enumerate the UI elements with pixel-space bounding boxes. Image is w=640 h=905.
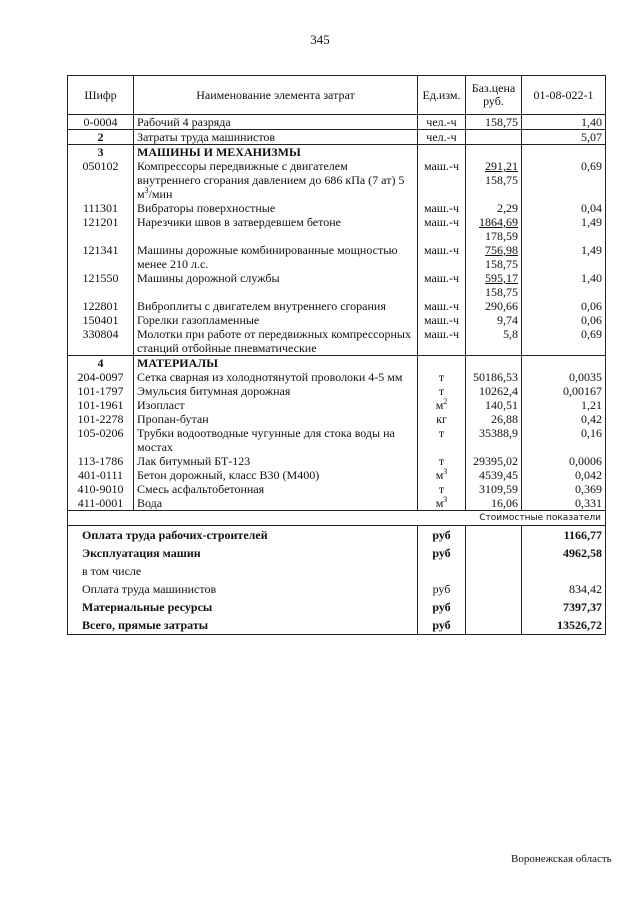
summary-label: Материальные ресурсы xyxy=(68,598,418,616)
table-header-row xyxy=(68,76,606,115)
row-price: 290,66 xyxy=(466,299,522,313)
row-name: Машины дорожной службы xyxy=(134,271,418,299)
row-value: 0,04 xyxy=(522,201,606,215)
table-row xyxy=(68,384,606,398)
row-name: Виброплиты с двигателем внутреннего сгорания xyxy=(134,299,418,313)
row-code: 121341 xyxy=(68,243,134,271)
table-row xyxy=(68,398,606,412)
row-price: 16,06 xyxy=(466,496,522,511)
row-name: Сетка сварная из холоднотянутой проволоки 4-5 мм xyxy=(134,370,418,384)
row-price: 29395,02 xyxy=(466,454,522,468)
row-value: 0,369 xyxy=(522,482,606,496)
row-code: 121550 xyxy=(68,271,134,299)
table-row xyxy=(68,327,606,356)
row-price: 10262,4 xyxy=(466,384,522,398)
page-number: 345 xyxy=(310,32,330,47)
row-unit: маш.-ч xyxy=(418,299,466,313)
cost-table xyxy=(67,75,606,635)
row-name: Рабочий 4 разряда xyxy=(134,115,418,130)
row-unit: т xyxy=(418,482,466,496)
summary-value: 7397,37 xyxy=(522,598,606,616)
header-name: Наименование элемента затрат xyxy=(134,76,418,115)
row-value: 0,06 xyxy=(522,299,606,313)
row-code: 113-1786 xyxy=(68,454,134,468)
row-unit: маш.-ч xyxy=(418,159,466,201)
row-value: 0,042 xyxy=(522,468,606,482)
row-value: 1,40 xyxy=(522,271,606,299)
summary-unit: руб xyxy=(418,544,466,562)
row-unit: $м^3$ xyxy=(418,468,466,482)
row-price: 9,74 xyxy=(466,313,522,327)
row-unit: т xyxy=(418,426,466,454)
row-name: Бетон дорожный, класс В30 (М400) xyxy=(134,468,418,482)
summary-label: Всего, прямые затраты xyxy=(68,616,418,635)
row-price: 140,51 xyxy=(466,398,522,412)
row-value: 0,69 xyxy=(522,159,606,201)
row-value: 0,42 xyxy=(522,412,606,426)
row-value: 5,07 xyxy=(522,130,606,145)
row-value: 1,49 xyxy=(522,215,606,243)
row-unit: маш.-ч xyxy=(418,243,466,271)
table-row xyxy=(68,201,606,215)
row-price: 26,88 xyxy=(466,412,522,426)
summary-row xyxy=(68,580,606,598)
table-row xyxy=(68,243,606,271)
row-code: 101-1797 xyxy=(68,384,134,398)
row-value: 1,21 xyxy=(522,398,606,412)
row-name: Машины дорожные комбинированные мощностью менее 210 л.с. xyxy=(134,243,418,271)
row-price: 1864,69 178,59 xyxy=(466,215,522,243)
row-code: 122801 xyxy=(68,299,134,313)
summary-unit: руб xyxy=(418,580,466,598)
row-price: 291,21 158,75 xyxy=(466,159,522,201)
row-value: 0,06 xyxy=(522,313,606,327)
row-unit: $м^3$ xyxy=(418,496,466,511)
row-unit: маш.-ч xyxy=(418,313,466,327)
row-price xyxy=(466,130,522,145)
row-code: 2 xyxy=(68,130,134,145)
section-title: МАШИНЫ И МЕХАНИЗМЫ xyxy=(134,145,418,160)
table-row xyxy=(68,215,606,243)
section-code: 3 xyxy=(68,145,134,160)
row-code: 410-9010 xyxy=(68,482,134,496)
summary-unit: руб xyxy=(418,598,466,616)
row-code: 150401 xyxy=(68,313,134,327)
table-row xyxy=(68,115,606,130)
section-header-materials xyxy=(68,356,606,371)
row-code: 121201 xyxy=(68,215,134,243)
summary-row xyxy=(68,526,606,545)
header-price xyxy=(466,76,522,115)
row-value: 0,0035 xyxy=(522,370,606,384)
summary-row xyxy=(68,562,606,580)
table-row xyxy=(68,496,606,511)
row-value: 0,69 xyxy=(522,327,606,356)
row-name: Пропан-бутан xyxy=(134,412,418,426)
row-unit: маш.-ч xyxy=(418,271,466,299)
summary-unit: руб xyxy=(418,616,466,635)
summary-value: 4962,58 xyxy=(522,544,606,562)
row-name: Изопласт xyxy=(134,398,418,412)
summary-value: 834,42 xyxy=(522,580,606,598)
row-price: 158,75 xyxy=(466,115,522,130)
row-unit: маш.-ч xyxy=(418,327,466,356)
row-value: 1,40 xyxy=(522,115,606,130)
row-name: Компрессоры передвижные с двигателем внутреннего сгорания давлением до 686 кПа (7 ат) 5 $м^3$/мин xyxy=(134,159,418,201)
row-name: Нарезчики швов в затвердевшем бетоне xyxy=(134,215,418,243)
row-code: 0-0004 xyxy=(68,115,134,130)
summary-unit xyxy=(418,562,466,580)
row-price: 595,17 158,75 xyxy=(466,271,522,299)
row-value: 0,00167 xyxy=(522,384,606,398)
section-code: 4 xyxy=(68,356,134,371)
footer-region: Воронежская область xyxy=(511,853,612,865)
summary-label: Оплата труда машинистов xyxy=(68,580,418,598)
section-title: МАТЕРИАЛЫ xyxy=(134,356,418,371)
row-name: Горелки газопламенные xyxy=(134,313,418,327)
header-price-line1: Баз.цена xyxy=(471,81,516,95)
summary-value: 13526,72 xyxy=(522,616,606,635)
row-code: 111301 xyxy=(68,201,134,215)
table-row xyxy=(68,482,606,496)
cost-caption-row xyxy=(68,511,606,526)
row-name: Вибраторы поверхностные xyxy=(134,201,418,215)
row-code: 204-0097 xyxy=(68,370,134,384)
summary-row xyxy=(68,598,606,616)
row-unit: кг xyxy=(418,412,466,426)
header-price-line2: руб. xyxy=(483,94,504,108)
row-price: 5,8 xyxy=(466,327,522,356)
row-price: 50186,53 xyxy=(466,370,522,384)
row-name: Затраты труда машинистов xyxy=(134,130,418,145)
header-norm: 01-08-022-1 xyxy=(522,76,606,115)
summary-unit: руб xyxy=(418,526,466,545)
table-row xyxy=(68,468,606,482)
row-name: Лак битумный БТ-123 xyxy=(134,454,418,468)
row-code: 411-0001 xyxy=(68,496,134,511)
row-price: 756,98 158,75 xyxy=(466,243,522,271)
summary-row xyxy=(68,544,606,562)
table-row xyxy=(68,313,606,327)
table-row xyxy=(68,130,606,145)
header-code: Шифр xyxy=(68,76,134,115)
row-unit: т xyxy=(418,370,466,384)
row-unit: т xyxy=(418,384,466,398)
table-row xyxy=(68,412,606,426)
table-row xyxy=(68,370,606,384)
section-header-machines xyxy=(68,145,606,160)
row-unit: маш.-ч xyxy=(418,201,466,215)
row-unit: чел.-ч xyxy=(418,130,466,145)
table-row xyxy=(68,271,606,299)
summary-row xyxy=(68,616,606,635)
row-name: Молотки при работе от передвижных компрессорных станций отбойные пневматические xyxy=(134,327,418,356)
header-unit: Ед.изм. xyxy=(418,76,466,115)
row-name: Эмульсия битумная дорожная xyxy=(134,384,418,398)
row-value: 0,0006 xyxy=(522,454,606,468)
table-row xyxy=(68,426,606,454)
row-name: Смесь асфальтобетонная xyxy=(134,482,418,496)
row-code: 101-2278 xyxy=(68,412,134,426)
summary-label: Эксплуатация машин xyxy=(68,544,418,562)
summary-value: 1166,77 xyxy=(522,526,606,545)
row-code: 050102 xyxy=(68,159,134,201)
summary-value xyxy=(522,562,606,580)
cost-caption: Стоимостные показатели xyxy=(68,511,606,526)
row-name: Вода xyxy=(134,496,418,511)
row-unit: маш.-ч xyxy=(418,215,466,243)
row-unit: $м^2$ xyxy=(418,398,466,412)
row-code: 101-1961 xyxy=(68,398,134,412)
row-value: 0,331 xyxy=(522,496,606,511)
row-code: 401-0111 xyxy=(68,468,134,482)
row-name: Трубки водоотводные чугунные для стока воды на мостах xyxy=(134,426,418,454)
table-row xyxy=(68,299,606,313)
summary-label: Оплата труда рабочих-строителей xyxy=(68,526,418,545)
table-row xyxy=(68,159,606,201)
table-row xyxy=(68,454,606,468)
row-price: 4539,45 xyxy=(466,468,522,482)
row-price: 35388,9 xyxy=(466,426,522,454)
row-code: 330804 xyxy=(68,327,134,356)
row-code: 105-0206 xyxy=(68,426,134,454)
row-value: 1,49 xyxy=(522,243,606,271)
row-unit: чел.-ч xyxy=(418,115,466,130)
row-unit: т xyxy=(418,454,466,468)
row-value: 0,16 xyxy=(522,426,606,454)
summary-label: в том числе xyxy=(68,562,418,580)
row-price: 3109,59 xyxy=(466,482,522,496)
row-price: 2,29 xyxy=(466,201,522,215)
